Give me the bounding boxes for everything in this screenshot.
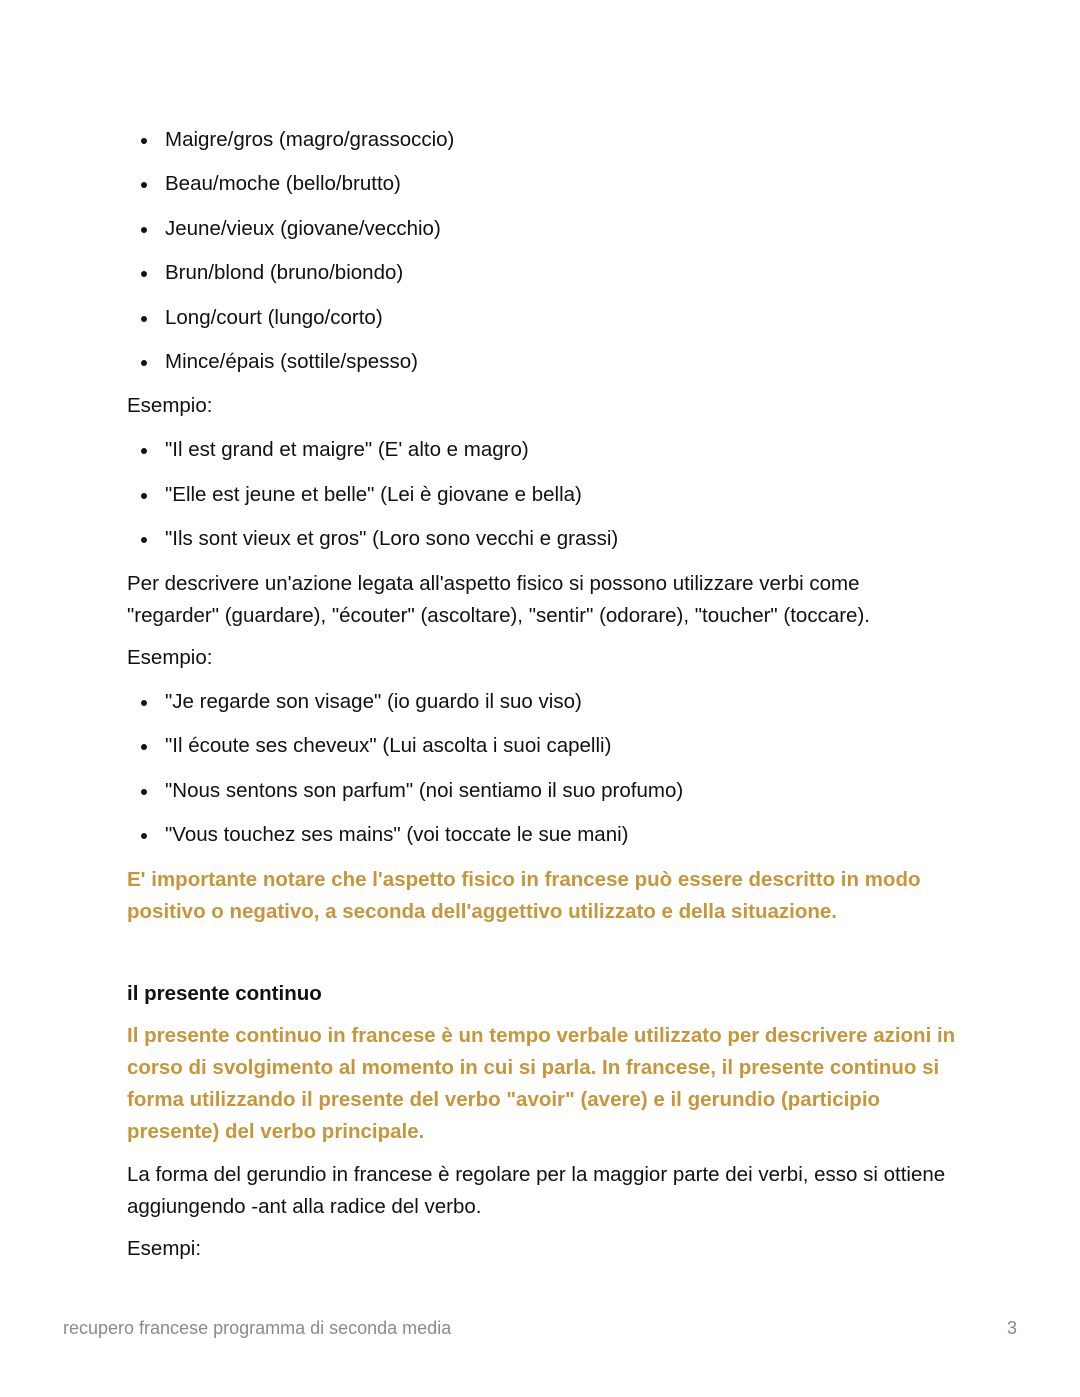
section-spacer <box>127 938 957 978</box>
example-sentence-list <box>127 434 957 555</box>
example-label: Esempio: <box>127 394 213 418</box>
highlight-note: E' importante notare che l'aspetto fisico in francese può essere descritto in modo positivo o negativo, a seconda dell'aggettivo utilizzato e della situazione. <box>127 867 921 923</box>
list-item: Brun/blond (bruno/biondo) <box>127 257 957 289</box>
list-item: "Il est grand et maigre" (E' alto e magro) <box>127 434 957 466</box>
page-content <box>127 124 957 1277</box>
list-item: "Nous sentons son parfum" (noi sentiamo il suo profumo) <box>127 775 957 807</box>
list-item: "Elle est jeune et belle" (Lei è giovane e bella) <box>127 479 957 511</box>
list-item: Mince/épais (sottile/spesso) <box>127 346 957 378</box>
example-label: Esempi: <box>127 1237 202 1261</box>
section-title: il presente continuo <box>127 982 322 1006</box>
gerund-paragraph: La forma del gerundio in francese è regolare per la maggior parte dei verbi, esso si ottiene aggiungendo -ant alla radice del verbo. <box>127 1162 946 1218</box>
verbs-paragraph: Per descrivere un'azione legata all'aspetto fisico si possono utilizzare verbi come "regarder" (guardare), "écouter" (ascoltare), "sentir" (odorare), "toucher" (toccare). <box>127 571 870 627</box>
list-item: Long/court (lungo/corto) <box>127 302 957 334</box>
example-label: Esempio: <box>127 646 213 670</box>
list-item: "Vous touchez ses mains" (voi toccate le sue mani) <box>127 819 957 851</box>
list-item: "Ils sont vieux et gros" (Loro sono vecchi e grassi) <box>127 523 957 555</box>
list-item: "Je regarde son visage" (io guardo il suo viso) <box>127 686 957 718</box>
page-number: 3 <box>1006 1318 1017 1338</box>
list-item: Beau/moche (bello/brutto) <box>127 168 957 200</box>
highlight-definition: Il presente continuo in francese è un tempo verbale utilizzato per descrivere azioni in corso di svolgimento al momento in cui si parla. In francese, il presente continuo si forma utilizzando il presente del verbo "avoir" (avere) e il gerundio (participio presente) del verbo principale. <box>127 1024 956 1144</box>
list-item: Jeune/vieux (giovane/vecchio) <box>127 213 957 245</box>
footer-title: recupero francese programma di seconda media <box>63 1318 452 1338</box>
list-item: Maigre/gros (magro/grassoccio) <box>127 124 957 156</box>
adjective-list <box>127 124 957 378</box>
list-item: "Il écoute ses cheveux" (Lui ascolta i suoi capelli) <box>127 730 957 762</box>
verb-example-list <box>127 686 957 851</box>
